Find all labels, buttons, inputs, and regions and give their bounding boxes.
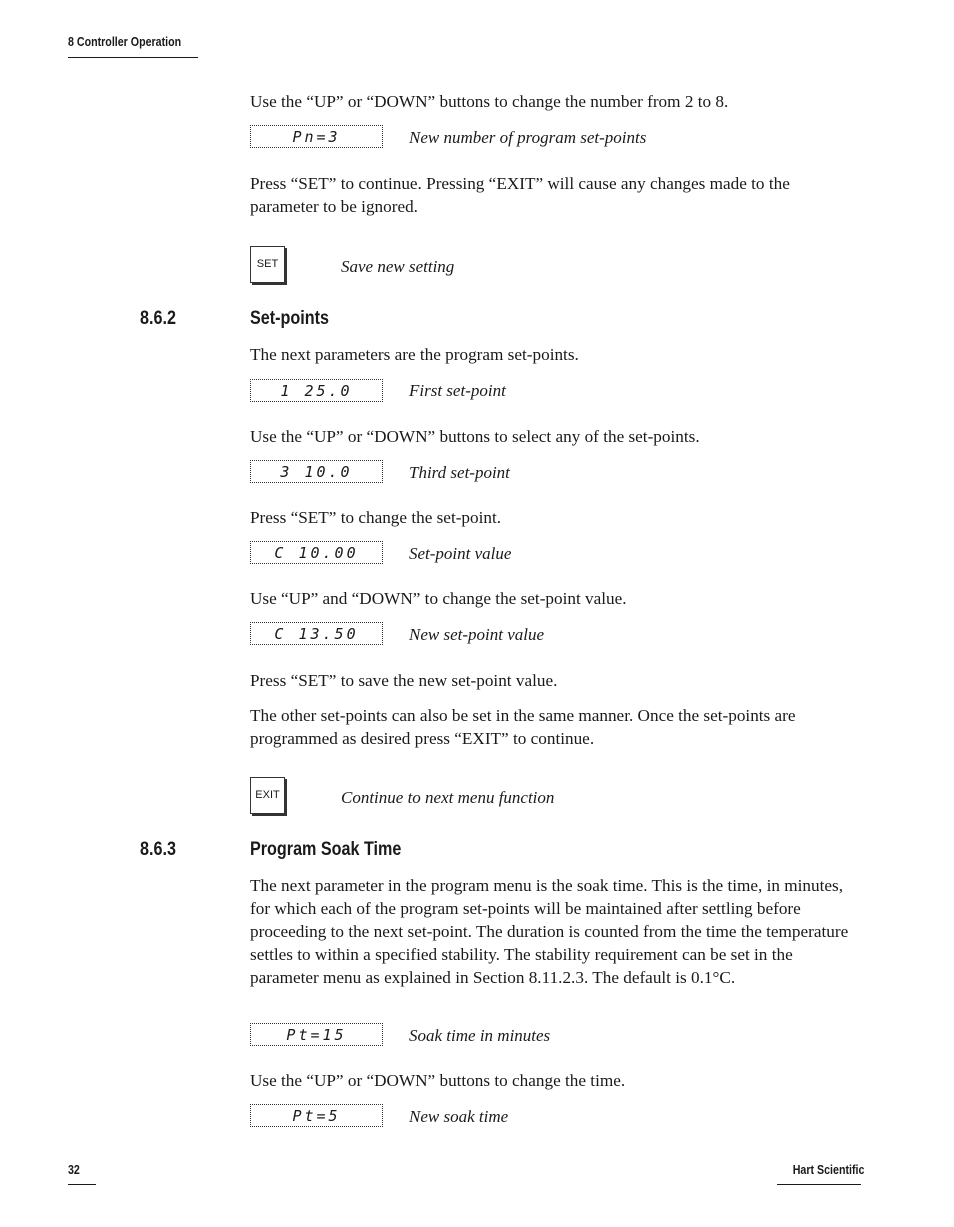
paragraph-soak-time: The next parameter in the program menu is the soak time. This is the time, in minutes, for which each of the program set-points will be maintained after settling before proceeding to the next set-point. The duration is counted from the time the temperature settles to within a specified stability. The stability requirement can be set in the parameter menu as explained in Section 8.11.2.3. The default is 0.1°C. bbox=[250, 876, 849, 987]
section-heading: Set-points bbox=[250, 308, 329, 329]
key-caption: Save new setting bbox=[341, 257, 455, 276]
lcd-display-new-soak-time bbox=[250, 1104, 383, 1127]
paragraph-press-set-change: Press “SET” to change the set-point. bbox=[250, 508, 502, 527]
exit-key-label: EXIT bbox=[255, 789, 280, 801]
running-header: 8 Controller Operation bbox=[68, 34, 182, 49]
lcd-display-soak-time bbox=[250, 1023, 383, 1046]
lcd-readout: C 10.00 bbox=[274, 544, 359, 562]
lcd-display-first-setpoint bbox=[250, 379, 383, 402]
paragraph-press-set: Press “SET” to continue. Pressing “EXIT” will cause any changes made to the parameter to be ignored. bbox=[250, 174, 790, 216]
lcd-display-new-setpoint bbox=[250, 622, 383, 645]
paragraph-change-number: Use the “UP” or “DOWN” buttons to change the number from 2 to 8. bbox=[250, 92, 729, 111]
paragraph-change-time: Use the “UP” or “DOWN” buttons to change the time. bbox=[250, 1071, 626, 1090]
set-key bbox=[250, 246, 285, 283]
set-key-label: SET bbox=[256, 258, 279, 270]
lcd-display-third-setpoint bbox=[250, 460, 383, 483]
page-number-box bbox=[68, 1161, 96, 1185]
key-caption: Continue to next menu function bbox=[341, 788, 555, 807]
exit-key bbox=[250, 777, 285, 814]
section-number: 8.6.2 bbox=[140, 308, 176, 329]
lcd-readout: 1 25.0 bbox=[280, 382, 353, 400]
lcd-caption: Third set-point bbox=[409, 463, 510, 482]
lcd-caption: New soak time bbox=[409, 1107, 509, 1126]
lcd-caption: Set-point value bbox=[409, 544, 512, 563]
lcd-caption: First set-point bbox=[409, 381, 506, 400]
company-box bbox=[777, 1161, 865, 1185]
lcd-readout: Pt=5 bbox=[292, 1107, 341, 1125]
page-number: 32 bbox=[68, 1162, 80, 1177]
lcd-readout: Pt=15 bbox=[286, 1026, 347, 1044]
paragraph-save-value: Press “SET” to save the new set-point value. bbox=[250, 671, 558, 690]
header-rule bbox=[68, 57, 198, 58]
paragraph-other-setpoints: The other set-points can also be set in the same manner. Once the set-points are programmed as desired press “EXIT” to continue. bbox=[250, 706, 796, 748]
lcd-readout: 3 10.0 bbox=[280, 463, 353, 481]
lcd-display-pn bbox=[250, 125, 383, 148]
lcd-readout: Pn=3 bbox=[292, 128, 341, 146]
section-number: 8.6.3 bbox=[140, 839, 176, 860]
lcd-readout: C 13.50 bbox=[274, 625, 359, 643]
lcd-display-setpoint-value bbox=[250, 541, 383, 564]
lcd-caption: New set-point value bbox=[409, 625, 545, 644]
lcd-caption: New number of program set-points bbox=[409, 128, 647, 147]
lcd-caption: Soak time in minutes bbox=[409, 1026, 551, 1045]
section-heading: Program Soak Time bbox=[250, 839, 402, 860]
company-name: Hart Scientific bbox=[792, 1162, 865, 1177]
paragraph-change-value: Use “UP” and “DOWN” to change the set-point value. bbox=[250, 589, 627, 608]
paragraph-setpoints-intro: The next parameters are the program set-points. bbox=[250, 345, 579, 364]
paragraph-select-setpoint: Use the “UP” or “DOWN” buttons to select any of the set-points. bbox=[250, 427, 700, 446]
